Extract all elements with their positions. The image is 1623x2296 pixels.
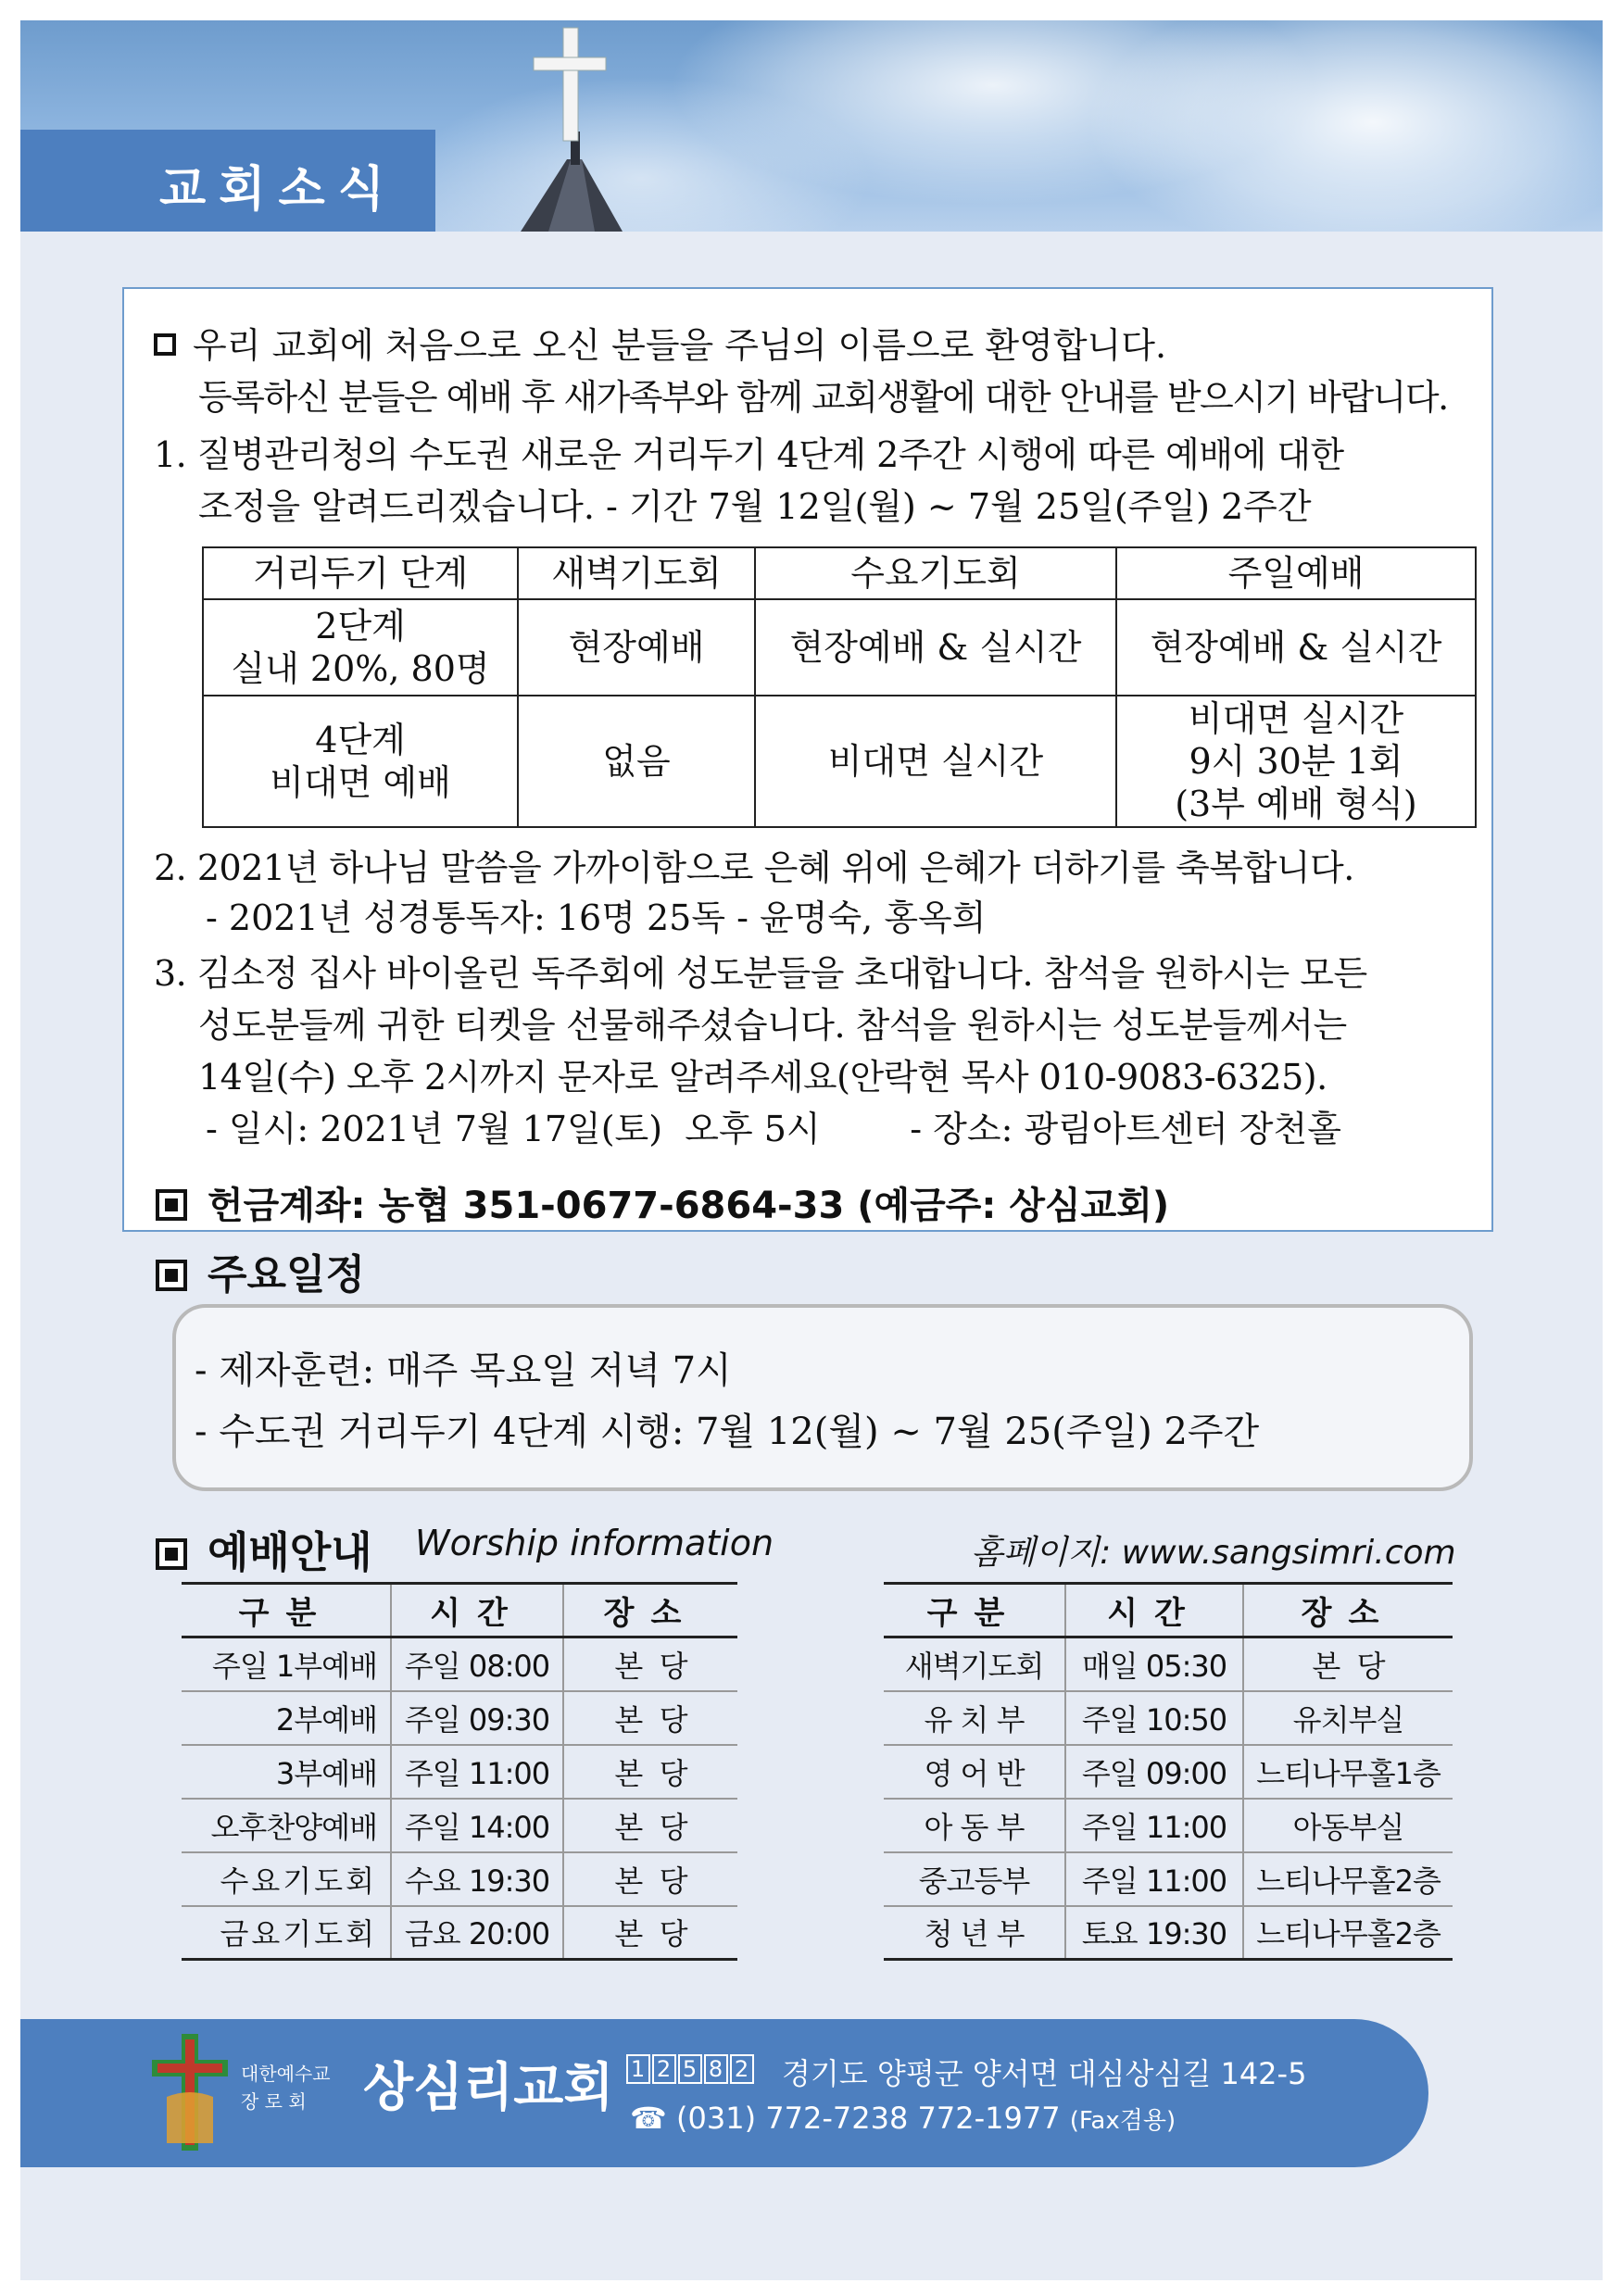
table-cell: 없음 <box>518 696 755 827</box>
cross-icon <box>456 20 669 232</box>
table-row: 주일 1부예배 주일 08:00 본 당 <box>182 1637 737 1691</box>
notice-item-3-line-4: - 일시: 2021년 7월 17일(토) 오후 5시 - 장소: 광림아트센터 장천홀 <box>206 1109 1341 1149</box>
table-cell: 현장예배 & 실시간 <box>1116 599 1476 696</box>
table-header: 수요기도회 <box>755 547 1116 599</box>
table-cell: 현장예배 & 실시간 <box>755 599 1116 696</box>
table-header: 구분 <box>182 1584 391 1637</box>
table-cell: 비대면 실시간 9시 30분 1회 (3부 예배 형식) <box>1116 696 1476 827</box>
table-header: 시간 <box>391 1584 563 1637</box>
table-header: 새벽기도회 <box>518 547 755 599</box>
notice-item-3-line-1: 3. 김소정 집사 바이올린 독주회에 성도분들을 초대합니다. 참석을 원하시는 모든 <box>154 953 1367 994</box>
welcome-text: 우리 교회에 처음으로 오신 분들을 주님의 이름으로 환영합니다. <box>193 325 1167 366</box>
schedule-section-title <box>156 1241 365 1300</box>
table-header: 시간 <box>1065 1584 1243 1637</box>
table-cell: 2단계 실내 20%, 80명 <box>203 599 518 696</box>
section-square-icon <box>156 1538 187 1570</box>
header-banner <box>20 20 1603 232</box>
table-row: 중고등부 주일 11:00 느티나무홀2층 <box>884 1852 1453 1906</box>
offering-account <box>156 1176 1169 1229</box>
table-row: 3부예배 주일 11:00 본 당 <box>182 1745 737 1799</box>
table-cell: 현장예배 <box>518 599 755 696</box>
notice-item-1-line-2: 조정을 알려드리겠습니다. - 기간 7월 12일(월) ~ 7월 25일(주일) 2주간 <box>198 486 1312 527</box>
table-header: 구분 <box>884 1584 1065 1637</box>
table-row: 2부예배 주일 09:30 본 당 <box>182 1691 737 1745</box>
table-row: 금요기도회 금요 20:00 본 당 <box>182 1906 737 1960</box>
worship-table-right <box>884 1582 1453 1961</box>
checkbox-bullet-icon <box>154 333 176 356</box>
schedule-title-text: 주요일정 <box>208 1251 366 1299</box>
denomination: 대한예수교 장 로 회 <box>241 2063 331 2113</box>
distancing-table <box>202 546 1477 828</box>
footer-banner <box>20 2019 1428 2167</box>
church-address: 경기도 양평군 양서면 대심상심길 142-5 <box>782 2056 1307 2091</box>
section-square-icon <box>156 1260 187 1291</box>
worship-subtitle: Worship information <box>415 1523 774 1563</box>
table-header: 거리두기 단계 <box>203 547 518 599</box>
church-phone <box>630 2101 1176 2136</box>
homepage-url: 홈페이지: www.sangsimri.com <box>971 1534 1456 1572</box>
church-name: 상심리교회 <box>363 2058 614 2118</box>
section-square-icon <box>156 1189 187 1221</box>
schedule-item: - 수도권 거리두기 4단계 시행: 7월 12(월) ~ 7월 25(주일) 2주간 <box>195 1411 1260 1453</box>
table-row: 청 년 부 토요 19:30 느티나무홀2층 <box>884 1906 1453 1960</box>
offering-text: 헌금계좌: 농협 351-0677-6864-33 (예금주: 상심교회) <box>208 1185 1170 1227</box>
worship-section-title <box>156 1519 372 1580</box>
notice-item-2-line-2: - 2021년 성경통독자: 16명 25독 - 윤명숙, 홍옥희 <box>206 897 987 938</box>
table-header: 장소 <box>1243 1584 1453 1637</box>
table-header: 주일예배 <box>1116 547 1476 599</box>
notice-item-1-line-1: 1. 질병관리청의 수도권 새로운 거리두기 4단계 2주간 시행에 따른 예배에 대한 <box>154 434 1344 475</box>
table-header: 장소 <box>563 1584 737 1637</box>
table-row: 수요기도회 수요 19:30 본 당 <box>182 1852 737 1906</box>
zip-code: 1 2 5 8 2 <box>626 2052 756 2084</box>
worship-table-left <box>182 1582 737 1961</box>
welcome-line-2: 등록하신 분들은 예배 후 새가족부와 함께 교회생활에 대한 안내를 받으시기 바랍니다. <box>198 377 1448 418</box>
table-row: 새벽기도회 매일 05:30 본 당 <box>884 1637 1453 1691</box>
notice-item-3-line-3: 14일(수) 오후 2시까지 문자로 알려주세요(안락현 목사 010-9083-6325). <box>198 1057 1327 1098</box>
table-row: 아 동 부 주일 11:00 아동부실 <box>884 1799 1453 1852</box>
table-row: 유 치 부 주일 10:50 유치부실 <box>884 1691 1453 1745</box>
notice-item-3-line-2: 성도분들께 귀한 티켓을 선물해주셨습니다. 참석을 원하시는 성도분들께서는 <box>198 1005 1347 1046</box>
worship-title-text: 예배안내 <box>208 1527 372 1577</box>
welcome-line <box>154 322 1166 369</box>
schedule-box <box>172 1304 1473 1491</box>
notice-item-2-line-1: 2. 2021년 하나님 말씀을 가까이함으로 은혜 위에 은혜가 더하기를 축복합니다. <box>154 847 1354 888</box>
phone-number: ☎ (031) 772-7238 772-1977 <box>630 2101 1061 2136</box>
table-cell: 4단계 비대면 예배 <box>203 696 518 827</box>
schedule-item: - 제자훈련: 매주 목요일 저녁 7시 <box>195 1349 732 1392</box>
table-row: 영 어 반 주일 09:00 느티나무홀1층 <box>884 1745 1453 1799</box>
fax-note: (Fax겸용) <box>1069 2107 1176 2135</box>
cloud-decoration <box>1086 20 1603 232</box>
table-row: 오후찬양예배 주일 14:00 본 당 <box>182 1799 737 1852</box>
table-cell: 비대면 실시간 <box>755 696 1116 827</box>
page-title: 교회소식 <box>159 162 397 218</box>
church-logo-icon <box>148 2032 232 2152</box>
